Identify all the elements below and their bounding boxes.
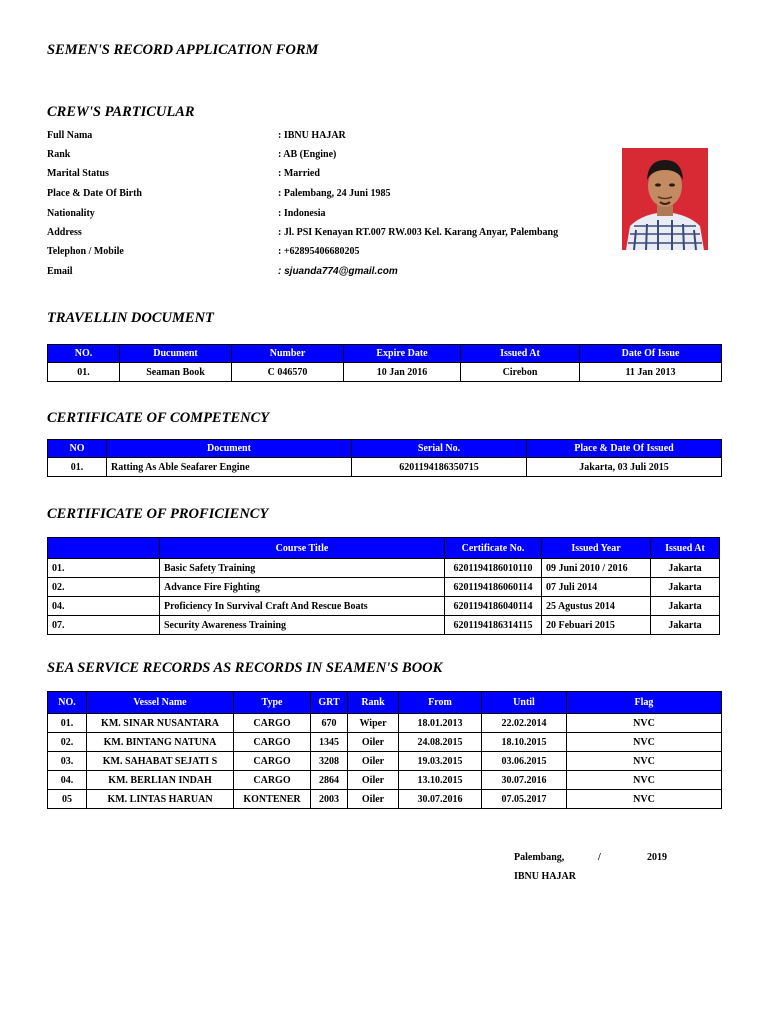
sea-col-flag: Flag [567,692,722,714]
cell: 30.07.2016 [399,790,482,809]
sea-col-no: NO. [48,692,87,714]
cell: 04. [48,597,160,616]
cell: Oiler [348,790,399,809]
cell: 1345 [311,733,348,752]
cell: 18.01.2013 [399,714,482,733]
sea-col-from: From [399,692,482,714]
cell: Oiler [348,733,399,752]
cell: 01. [48,458,107,477]
competency-col-document: Document [107,440,352,458]
signature-name: IBNU HAJAR [514,871,576,882]
cell: 04. [48,771,87,790]
cell: 2864 [311,771,348,790]
cell: NVC [567,714,722,733]
label-nationality: Nationality [47,208,95,219]
cell: Oiler [348,752,399,771]
cell: 01. [48,714,87,733]
travel-col-issued-at: Issued At [461,345,580,363]
cell: Jakarta, 03 Juli 2015 [527,458,722,477]
cell: Cirebon [461,363,580,382]
cell: NVC [567,790,722,809]
sea-col-rank: Rank [348,692,399,714]
competency-col-serial: Serial No. [352,440,527,458]
cell: Ratting As Able Seafarer Engine [107,458,352,477]
cell: Jakarta [651,559,720,578]
cell: 11 Jan 2013 [580,363,722,382]
cell: 18.10.2015 [482,733,567,752]
travel-header-row [48,345,722,363]
sea-col-until: Until [482,692,567,714]
competency-header-row [48,440,722,458]
cell: Security Awareness Training [160,616,445,635]
cell: 6201194186040114 [445,597,542,616]
cell: 05 [48,790,87,809]
proficiency-col-year: Issued Year [542,538,651,559]
cell: 07 Juli 2014 [542,578,651,597]
cell: 07. [48,616,160,635]
cell: 6201194186060114 [445,578,542,597]
label-email: Email [47,266,73,277]
cell: 02. [48,578,160,597]
sea-col-vessel: Vessel Name [87,692,234,714]
cell: KM. BINTANG NATUNA [87,733,234,752]
proficiency-header-row [48,538,720,559]
person-photo-icon [622,148,708,250]
table-row [48,597,720,616]
proficiency-col-no [48,538,160,559]
travel-col-date-issue: Date Of Issue [580,345,722,363]
label-phone: Telephon / Mobile [47,246,124,257]
value-rank: : AB (Engine) [278,149,337,160]
form-title: SEMEN'S RECORD APPLICATION FORM [47,42,319,58]
value-email: : sjuanda774@gmail.com [278,266,398,277]
table-row [48,752,722,771]
cell: Proficiency In Survival Craft And Rescue Boats [160,597,445,616]
cell: Oiler [348,771,399,790]
cell: Wiper [348,714,399,733]
label-rank: Rank [47,149,71,160]
value-nationality: : Indonesia [278,208,326,219]
sea-service-header-row [48,692,722,714]
cell: 02. [48,733,87,752]
signature-slash: / [598,852,601,863]
cell: 20 Febuari 2015 [542,616,651,635]
cell: 3208 [311,752,348,771]
value-full-name: : IBNU HAJAR [278,130,346,141]
travel-col-document: Ducument [120,345,232,363]
cell: C 046570 [232,363,344,382]
signature-year: 2019 [647,852,667,863]
sea-service-table [47,691,722,809]
cell: 24.08.2015 [399,733,482,752]
cell: 03.06.2015 [482,752,567,771]
table-row [48,578,720,597]
cell: Seaman Book [120,363,232,382]
table-row [48,790,722,809]
proficiency-col-course: Course Title [160,538,445,559]
person-photo [622,148,708,250]
label-address: Address [47,227,82,238]
cell: Jakarta [651,597,720,616]
table-row [48,559,720,578]
competency-col-place-date: Place & Date Of Issued [527,440,722,458]
cell: 25 Agustus 2014 [542,597,651,616]
cell: 07.05.2017 [482,790,567,809]
cell: 6201194186314115 [445,616,542,635]
cell: 09 Juni 2010 / 2016 [542,559,651,578]
cell: 2003 [311,790,348,809]
crew-heading: CREW'S PARTICULAR [47,104,195,120]
cell: 01. [48,363,120,382]
cell: 01. [48,559,160,578]
cell: NVC [567,771,722,790]
sea-col-type: Type [234,692,311,714]
cell: 30.07.2016 [482,771,567,790]
travel-col-expire: Expire Date [344,345,461,363]
travel-heading: TRAVELLIN DOCUMENT [47,310,214,326]
cell: CARGO [234,733,311,752]
proficiency-col-cert-no: Certificate No. [445,538,542,559]
cell: 10 Jan 2016 [344,363,461,382]
table-row [48,363,722,382]
sea-col-grt: GRT [311,692,348,714]
competency-heading: CERTIFICATE OF COMPETENCY [47,410,270,426]
cell: 19.03.2015 [399,752,482,771]
cell: Basic Safety Training [160,559,445,578]
value-address: : Jl. PSI Kenayan RT.007 RW.003 Kel. Karang Anyar, Palembang [278,227,559,238]
signature-place: Palembang, [514,852,565,863]
cell: KM. LINTAS HARUAN [87,790,234,809]
table-row [48,771,722,790]
table-row [48,616,720,635]
cell: Jakarta [651,616,720,635]
value-marital-status: : Married [278,168,320,179]
cell: CARGO [234,752,311,771]
label-birth: Place & Date Of Birth [47,188,142,199]
label-marital-status: Marital Status [47,168,109,179]
cell: CARGO [234,714,311,733]
cell: 6201194186350715 [352,458,527,477]
cell: KONTENER [234,790,311,809]
sea-service-heading: SEA SERVICE RECORDS AS RECORDS IN SEAMEN'S BOOK [47,660,443,676]
cell: CARGO [234,771,311,790]
cell: KM. SAHABAT SEJATI S [87,752,234,771]
cell: KM. BERLIAN INDAH [87,771,234,790]
travel-table [47,344,722,382]
competency-col-no: NO [48,440,107,458]
value-phone: : +62895406680205 [278,246,360,257]
cell: Jakarta [651,578,720,597]
table-row [48,458,722,477]
travel-col-no: NO. [48,345,120,363]
competency-table [47,439,722,477]
proficiency-col-issued-at: Issued At [651,538,720,559]
cell: 6201194186010110 [445,559,542,578]
cell: 03. [48,752,87,771]
cell: 22.02.2014 [482,714,567,733]
cell: KM. SINAR NUSANTARA [87,714,234,733]
cell: NVC [567,752,722,771]
table-row [48,714,722,733]
proficiency-table [47,537,720,635]
proficiency-heading: CERTIFICATE OF PROFICIENCY [47,506,269,522]
cell: 670 [311,714,348,733]
cell: NVC [567,733,722,752]
cell: 13.10.2015 [399,771,482,790]
cell: Advance Fire Fighting [160,578,445,597]
table-row [48,733,722,752]
label-full-name: Full Nama [47,130,93,141]
travel-col-number: Number [232,345,344,363]
value-birth: : Palembang, 24 Juni 1985 [278,188,391,199]
